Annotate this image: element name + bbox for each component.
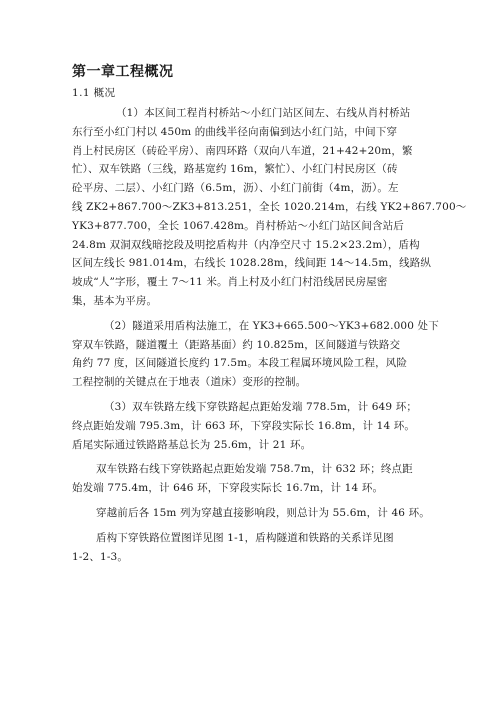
chapter-title: 第一章工程概况 (72, 64, 174, 80)
paragraph-line: 坡成“人”字形，覆土 7～11 米。肖上村及小红门村沿线居民房屋密 (72, 276, 388, 289)
paragraph-line: 区间左线长 981.014m，右线长 1028.28m，线间距 14～14.5m，线路纵 (72, 257, 432, 270)
paragraph-line: 砼平房、二层）、小红门路（6.5m，沥）、小红门前街（4m，沥）。左 (72, 182, 399, 195)
paragraph-line: （2）隧道采用盾构法施工，在 YK3+665.500～YK3+682.000 处下 (104, 319, 439, 332)
paragraph-line: 工程控制的关键点在于地表（道床）变形的控制。 (72, 376, 307, 389)
paragraph-line: 忙）、双车铁路（三线，路基宽约 16m，繁忙）、小红门村民房区（砖 (72, 163, 398, 176)
paragraph-line: 穿越前后各 15m 列为穿越直接影响段，则总计为 55.6m，计 46 环。 (96, 506, 430, 519)
paragraph-line: 1-2、1-3。 (72, 550, 129, 563)
paragraph-line: 穿双车铁路，隧道覆土（距路基面）约 10.825m，区间隧道与铁路交 (72, 338, 401, 351)
paragraph-line: （3）双车铁路左线下穿铁路起点距始发端 778.5m，计 649 环； (104, 400, 417, 413)
paragraph-line: 始发端 775.4m，计 646 环，下穿段实际长 16.7m，计 14 环。 (72, 482, 384, 495)
paragraph-line: 肖上村民房区（砖砼平房）、南四环路（双向八车道，21+42+20m，繁 (72, 144, 413, 157)
paragraph-line: 东行至小红门村以 450m 的曲线半径向南偏到达小红门站，中间下穿 (72, 125, 398, 138)
paragraph-line: 角约 77 度，区间隧道长度约 17.5m。本段工程属环境风险工程，风险 (72, 357, 408, 370)
paragraph-line: （1）本区间工程肖村桥站～小红门站区间左、右线从肖村桥站 (116, 107, 411, 119)
body-text (72, 104, 467, 566)
paragraph-line: 线 ZK2+867.700～ZK3+813.251，全长 1020.214m，右线 YK2+867.700～ (72, 200, 467, 213)
paragraph-line: 集，基本为平房。 (72, 294, 158, 307)
paragraph-line: 盾尾实际通过铁路路基总长为 25.6m，计 21 环。 (72, 438, 312, 451)
paragraph-line: 盾构下穿铁路位置图详见图 1-1，盾构隧道和铁路的关系详见图 (96, 531, 394, 544)
section-title: 1.1 概况 (72, 87, 116, 99)
paragraph-line: 终点距始发端 795.3m，计 663 环，下穿段实际长 16.8m，计 14 环。 (72, 419, 416, 432)
paragraph-line: 24.8m 双洞双线暗挖段及明挖盾构井（内净空尺寸 15.2×23.2m），盾构 (72, 238, 420, 251)
paragraph-line: 双车铁路右线下穿铁路起点距始发端 758.7m，计 632 环；终点距 (96, 463, 413, 476)
paragraph-line: YK3+877.700，全长 1067.428m。肖村桥站～小红门站区间含站后 (72, 219, 404, 232)
